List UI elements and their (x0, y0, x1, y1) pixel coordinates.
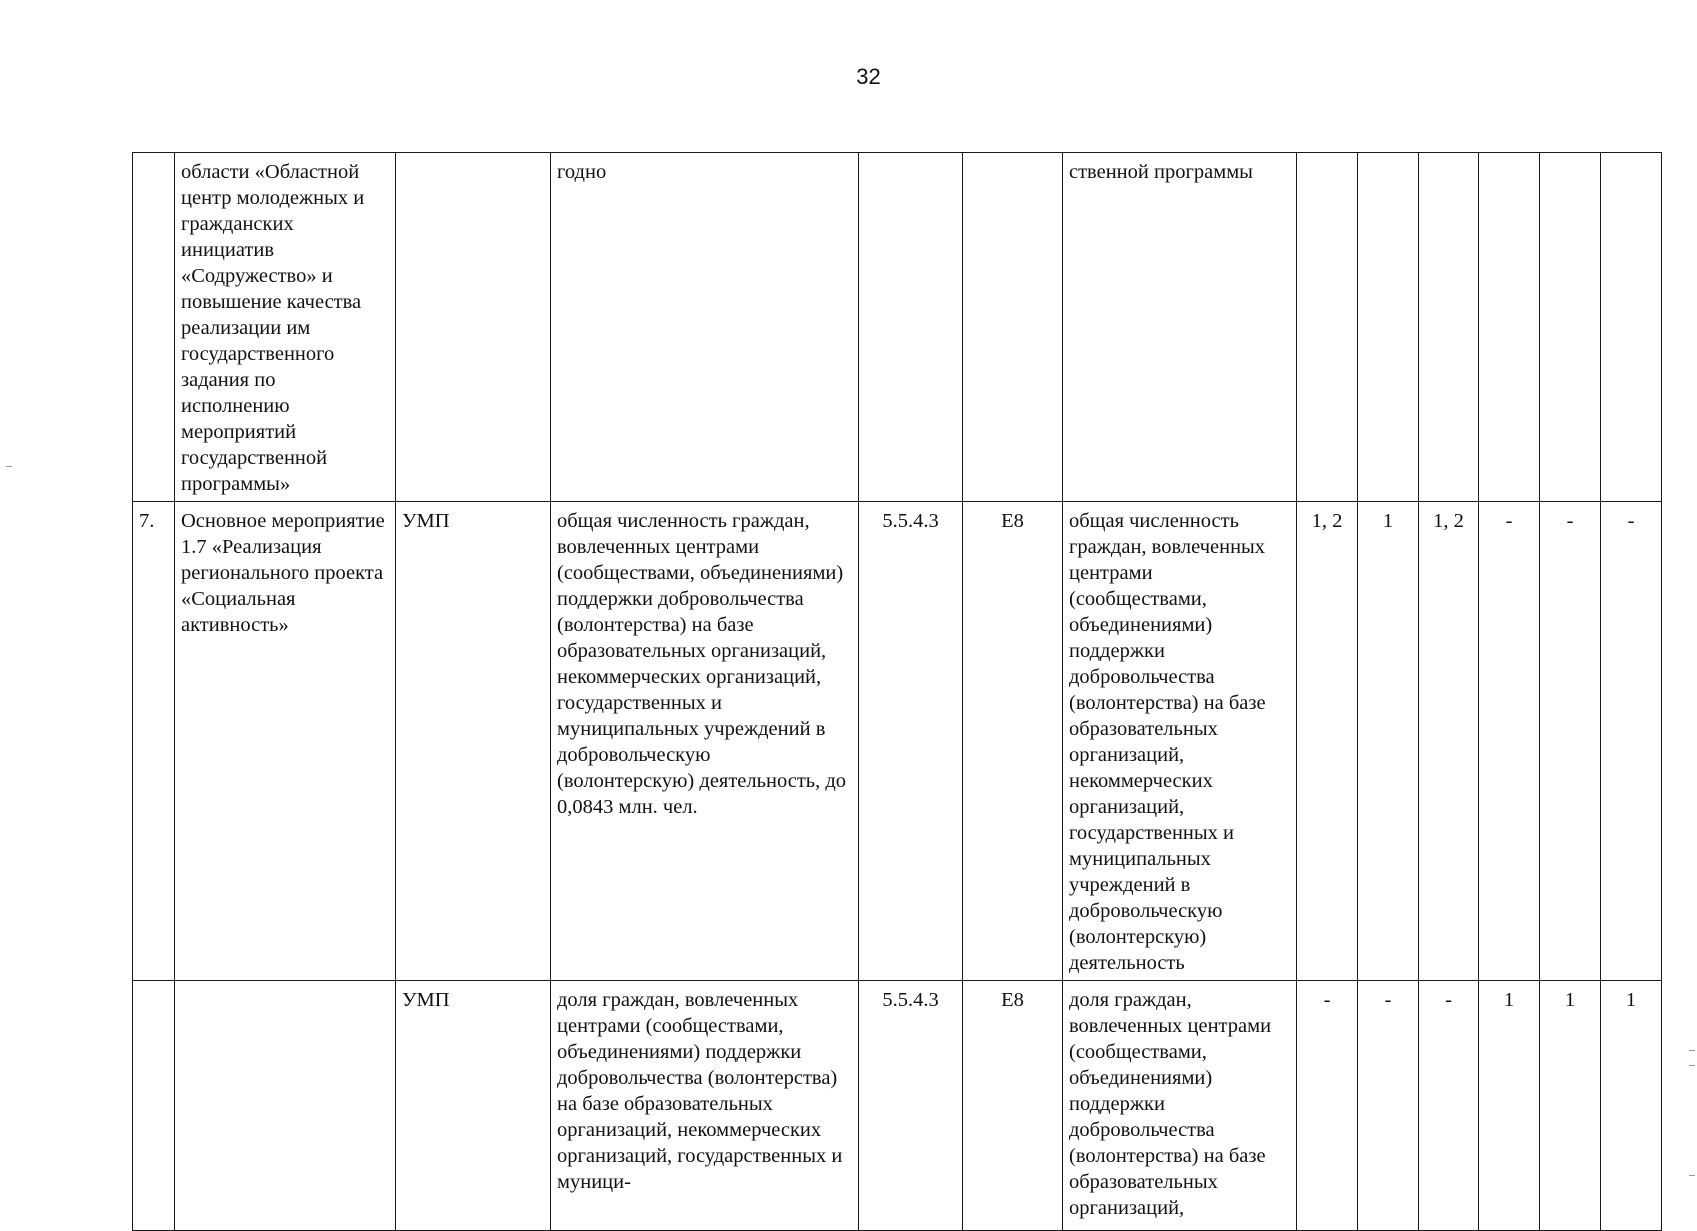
connection-cell: доля граждан, вовлеченных центрами (сообществами, объединениями) поддержки добровольчества (волонтерства) на базе образовательных организаций, (1063, 981, 1297, 1231)
mark-cell: 1, 2 (1297, 502, 1358, 981)
code-cell: 5.5.4.3 (859, 981, 963, 1231)
mark-cell: 1, 2 (1419, 502, 1479, 981)
mark-cell: - (1358, 981, 1419, 1231)
code-cell: 5.5.4.3 (859, 502, 963, 981)
indicator-cell: годно (551, 153, 859, 502)
mark-cell: - (1540, 502, 1601, 981)
measures-table (132, 152, 1662, 1231)
connection-cell: ственной программы (1063, 153, 1297, 502)
table-row (133, 981, 1662, 1231)
mark-cell: - (1419, 981, 1479, 1231)
mark-cell (1419, 153, 1479, 502)
measure-cell (175, 981, 396, 1231)
indicator-cell: доля граждан, вовлеченных центрами (сообществами, объединениями) поддержки добровольчества (волонтерства) на базе образовательных организаций, некоммерческих организаций, государственных и муници- (551, 981, 859, 1231)
mark-cell: 1 (1601, 981, 1662, 1231)
table-row (133, 502, 1662, 981)
executor-cell: УМП (396, 502, 551, 981)
row-number-cell: 7. (133, 502, 175, 981)
index-cell (963, 153, 1063, 502)
index-cell: Е8 (963, 502, 1063, 981)
page-number: 32 (856, 64, 881, 89)
mark-cell: 1 (1540, 981, 1601, 1231)
mark-cell (1297, 153, 1358, 502)
mark-cell: 1 (1358, 502, 1419, 981)
mark-cell (1601, 153, 1662, 502)
mark-cell (1540, 153, 1601, 502)
scan-margin-mark (1689, 1065, 1695, 1066)
scan-margin-mark (1689, 1175, 1695, 1176)
row-number-cell (133, 153, 175, 502)
measure-cell: Основное мероприятие 1.7 «Реализация регионального проекта «Социальная активность» (175, 502, 396, 981)
executor-cell: УМП (396, 981, 551, 1231)
row-number-cell (133, 981, 175, 1231)
executor-cell (396, 153, 551, 502)
indicator-cell: общая численность граждан, вовлеченных центрами (сообществами, объединениями) поддержки добровольчества (волонтерства) на базе образовательных организаций, некоммерческих организаций, государственных и муниципальных учреждений в добровольческую (волонтерскую) деятельность, до 0,0843 млн. чел. (551, 502, 859, 981)
mark-cell: - (1601, 502, 1662, 981)
measure-cell: области «Областной центр молодежных и гражданских инициатив «Содружество» и повышение качества реализации им государственного задания по исполнению мероприятий государственной программы» (175, 153, 396, 502)
mark-cell: - (1479, 502, 1540, 981)
connection-cell: общая численность граждан, вовлеченных центрами (сообществами, объединениями) поддержки добровольчества (волонтерства) на базе образовательных организаций, некоммерческих организаций, государственных и муниципальных учреждений в добровольческую (волонтерскую) деятельность (1063, 502, 1297, 981)
mark-cell: 1 (1479, 981, 1540, 1231)
index-cell: Е8 (963, 981, 1063, 1231)
mark-cell (1479, 153, 1540, 502)
table-row (133, 153, 1662, 502)
code-cell (859, 153, 963, 502)
scan-margin-mark (1689, 1050, 1695, 1051)
scan-margin-mark (6, 466, 12, 467)
mark-cell (1358, 153, 1419, 502)
mark-cell: - (1297, 981, 1358, 1231)
